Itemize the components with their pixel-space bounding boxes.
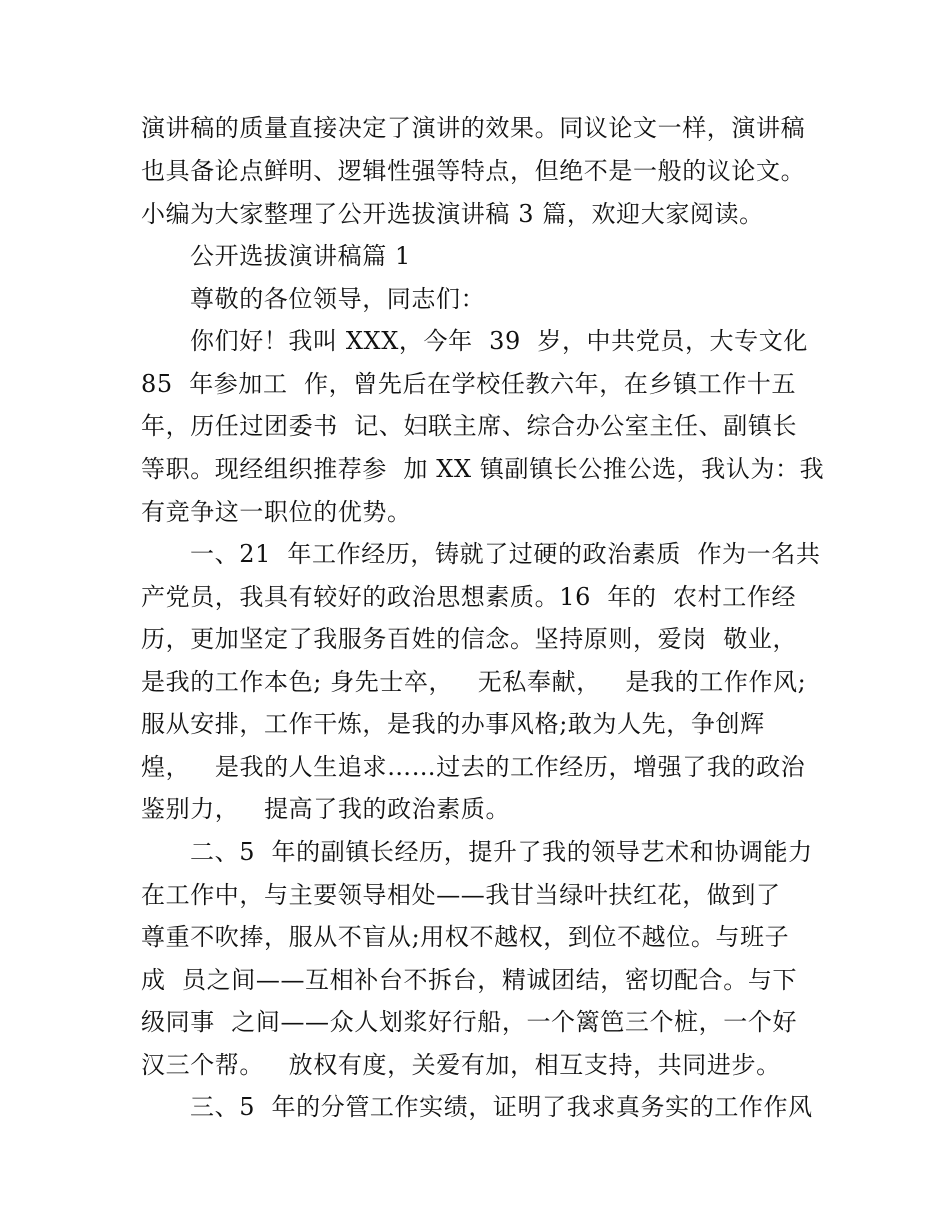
- body-line: 汉三个帮。 放权有度，关爱有加，相互支持，共同进步。: [141, 1051, 781, 1079]
- body-line: 等职。现经组织推荐参 加 XX 镇副镇长公推公选，我认为：我: [141, 455, 825, 483]
- body-line: 一、21 年工作经历，铸就了过硬的政治素质 作为一名共: [190, 540, 821, 568]
- body-line: 三、5 年的分管工作实绩，证明了我求真务实的工作作风: [190, 1093, 813, 1121]
- body-line: 鉴别力， 提高了我的政治素质。: [141, 795, 511, 823]
- salutation: 尊敬的各位领导，同志们：: [190, 285, 486, 313]
- body-line: 是我的工作本色; 身先士卒， 无私奉献， 是我的工作作风;: [141, 668, 807, 696]
- body-line: 尊重不吹捧，服从不盲从;用权不越权，到位不越位。与班子: [141, 923, 790, 951]
- body-line: 产党员，我具有较好的政治思想素质。16 年的 农村工作经: [141, 583, 797, 611]
- body-line: 85 年参加工 作，曾先后在学校任教六年，在乡镇工作十五: [141, 370, 797, 398]
- body-line: 二、5 年的副镇长经历，提升了我的领导艺术和协调能力: [190, 838, 813, 866]
- body-line: 有竞争这一职位的优势。: [141, 498, 412, 526]
- body-line: 在工作中，与主要领导相处——我甘当绿叶扶红花，做到了: [141, 881, 781, 909]
- body-line: 成 员之间——互相补台不拆台，精诚团结，密切配合。与下: [141, 966, 798, 994]
- body-line: 年，历任过团委书 记、妇联主席、综合办公室主任、副镇长: [141, 412, 798, 440]
- intro-line: 也具备论点鲜明、逻辑性强等特点，但绝不是一般的议论文。: [141, 157, 806, 185]
- intro-line: 演讲稿的质量直接决定了演讲的效果。同议论文一样，演讲稿: [141, 114, 806, 142]
- section-heading: 公开选拔演讲稿篇 1: [190, 242, 411, 270]
- body-line: 服从安排，工作干炼，是我的办事风格;敢为人先，争创辉: [141, 710, 765, 738]
- body-line: 历，更加坚定了我服务百姓的信念。坚持原则，爱岗 敬业，: [141, 625, 798, 653]
- body-line: 级同事 之间——众人划浆好行船，一个篱笆三个桩，一个好: [141, 1008, 798, 1036]
- body-line: 你们好！我叫 XXX，今年 39 岁，中共党员，大专文化: [190, 327, 808, 355]
- body-line: 煌， 是我的人生追求……过去的工作经历，增强了我的政治: [141, 753, 806, 781]
- intro-line: 小编为大家整理了公开选拔演讲稿 3 篇，欢迎大家阅读。: [141, 200, 764, 228]
